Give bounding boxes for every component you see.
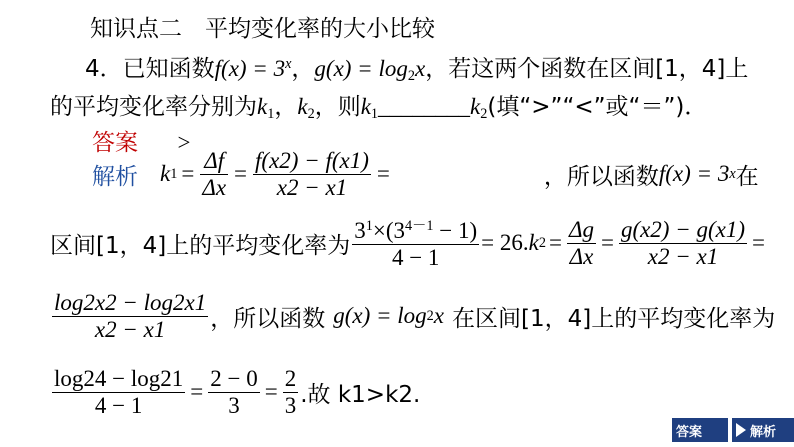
- answer-blank: ________: [378, 94, 471, 119]
- analysis-line-4: $\frac{\log 24 - \log 21}{4 - 1}$ = $\frac{2 - 0}{3}$ = $\frac{2}{3}$ .故 k1>k2.: [54, 365, 421, 418]
- question-line-1: 4．已知函数$f(x) = 3^x$，$g(x) = \log_2x$，若这两个函数在区间[1，4]上: [85, 56, 749, 84]
- answer-label: 答案: [92, 130, 138, 156]
- fraction-f-diff: $\frac{f(x2) - f(x1)}{x2 - x1}$: [255, 147, 369, 200]
- f-definition: f(x) = 3: [214, 56, 286, 81]
- analysis-line-3: $\frac{\log 2x2 - \log 2x1}{x2 - x1}$ ，所以函数 g(x) = log 2 x 在区间[1，4]上的平均变化率为: [54, 289, 776, 342]
- fraction-f-average: $\frac{3^1\times(3^{4-1} - 1)}{4 - 1}$: [354, 217, 478, 270]
- question-line-2: 的平均变化率分别为$k_1$，$k_2$，则$k_1\_\_\_\_\_\_\_\_k_2$(填“>”“<”或“＝”)．: [50, 94, 708, 122]
- answer-button[interactable]: 答案: [672, 418, 728, 442]
- question-text-b: ，若这两个函数在区间[1，4]上: [425, 56, 749, 82]
- fraction-delta-f: $\frac{\Delta f}{\Delta x}$: [202, 147, 227, 200]
- g-definition: g(x) = log: [314, 56, 408, 81]
- section-heading: 知识点二 平均变化率的大小比较: [90, 16, 435, 42]
- fraction-log-diff: $\frac{\log 2x2 - \log 2x1}{x2 - x1}$: [54, 289, 207, 342]
- fraction-g-diff: $\frac{g(x2) - g(x1)}{x2 - x1}$: [620, 216, 746, 269]
- fraction-two-over-three-a: $\frac{2 - 0}{3}$: [210, 365, 258, 418]
- analysis-line-2: 区间[1，4]上的平均变化率为 $\frac{3^1\times(3^{4-1} - 1)}{4 - 1}$ = 26. k 2 = $\frac{\Delta g}{\Delta x}$ = $\frac{g(x2) - g(x1)}{x2 - x1}$ =: [50, 216, 765, 270]
- analysis-line-1: 解析 k 1 = $\frac{\Delta f}{\Delta x}$ = $\frac{f(x2) - f(x1)}{x2 - x1}$ = ，所以函数 f(x) = 3 x 在: [92, 147, 759, 200]
- conclusion: .故 k1>k2.: [300, 381, 421, 408]
- arrow-icon: [736, 423, 746, 437]
- analysis-label: 解析: [92, 163, 138, 190]
- analysis-button[interactable]: 解析: [732, 418, 794, 442]
- answer-value: >: [177, 130, 191, 155]
- fraction-log-values: $\frac{\log 24 - \log 21}{4 - 1}$: [54, 365, 184, 418]
- fraction-delta-g: $\frac{\Delta g}{\Delta x}$: [568, 216, 594, 269]
- question-text-a: 已知函数: [122, 56, 215, 82]
- fraction-two-over-three-b: $\frac{2}{3}$: [284, 365, 297, 418]
- question-number: 4．: [85, 56, 123, 82]
